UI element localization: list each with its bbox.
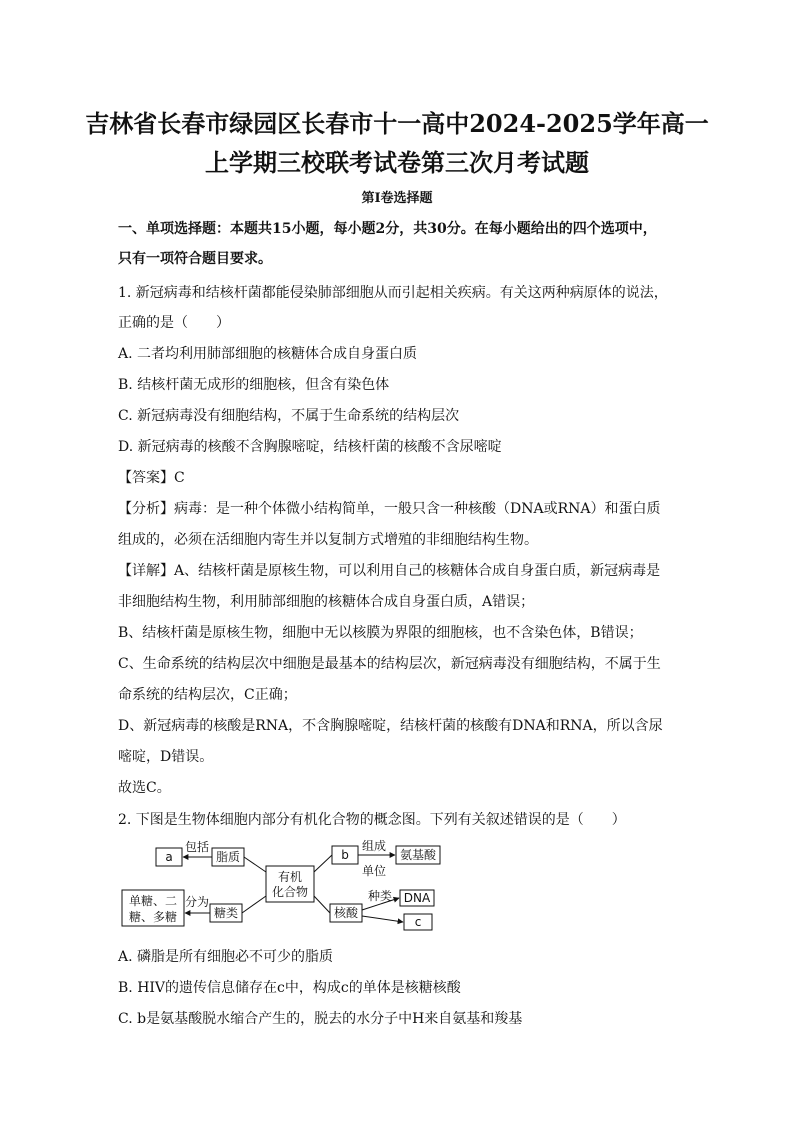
lipid-label: 脂质: [215, 850, 241, 864]
q1-detail-line-8: 故选C。: [118, 780, 171, 796]
center-label-line-1: 有机: [277, 870, 303, 884]
q1-option-c: C. 新冠病毒没有细胞结构，不属于生命系统的结构层次: [118, 408, 460, 424]
q2-option-c: C. b是氨基酸脱水缩合产生的，脱去的水分子中H来自氨基和羧基: [118, 1011, 523, 1027]
dna-label: DNA: [403, 891, 431, 905]
q2-option-a: A. 磷脂是所有细胞必不可少的脂质: [118, 949, 334, 965]
a-label: a: [165, 850, 173, 864]
amino-label: 氨基酸: [399, 848, 437, 862]
q1-analysis-line-1: 【分析】病毒：是一种个体微小结构简单，一般只含一种核酸（DNA或RNA）和蛋白质: [118, 501, 661, 517]
q1-detail-line-3: B、结核杆菌是原核生物，细胞中无以核膜为界限的细胞核，也不含染色体，B错误；: [118, 625, 643, 641]
q2-stem: 2. 下图是生物体细胞内部分有机化合物的概念图。下列有关叙述错误的是（ ）: [118, 812, 626, 828]
q1-detail-line-4: C、生命系统的结构层次中细胞是最基本的结构层次，新冠病毒没有细胞结构，不属于生: [118, 656, 661, 672]
document-title-line-2: 上学期三校联考试卷第三次月考试题: [205, 148, 589, 177]
c-label: c: [414, 915, 422, 929]
sugar-types-line-2: 糖、多糖: [128, 910, 178, 924]
instructions-line-1: 一、单项选择题：本题共15小题，每小题2分，共30分。在每小题给出的四个选项中，: [118, 221, 657, 237]
q1-detail-line-2: 非细胞结构生物，利用肺部细胞的核糖体合成自身蛋白质，A错误；: [118, 594, 535, 610]
q1-detail-line-6: D、新冠病毒的核酸是RNA，不含胸腺嘧啶，结核杆菌的核酸有DNA和RNA，所以含尿: [118, 718, 663, 734]
include-label: 包括: [184, 840, 210, 854]
q1-analysis-line-2: 组成的，必须在活细胞内寄生并以复制方式增殖的非细胞结构生物。: [118, 532, 538, 548]
compose-label-line-2: 单位: [361, 864, 387, 878]
sugar-label: 糖类: [213, 906, 239, 920]
b-label: b: [341, 848, 349, 862]
q1-stem-line-1: 1. 新冠病毒和结核杆菌都能侵染肺部细胞从而引起相关疾病。有关这两种病原体的说法，: [118, 285, 668, 301]
q2-option-b: B. HIV的遗传信息储存在c中，构成c的单体是核糖核酸: [118, 980, 461, 996]
center-label-line-2: 化合物: [271, 885, 309, 899]
kinds-label: 种类: [367, 889, 393, 903]
nucleic-label: 核酸: [333, 906, 359, 920]
document-title-line-1: 吉林省长春市绿园区长春市十一高中2024-2025学年高一: [85, 109, 709, 138]
divide-label: 分为: [184, 895, 210, 909]
q1-detail-line-5: 命系统的结构层次，C正确；: [118, 687, 297, 703]
section-title: 第I卷选择题: [361, 191, 433, 206]
line-center-sugar: [242, 896, 266, 913]
q1-detail-line-1: 【详解】A、结核杆菌是原核生物，可以利用自己的核糖体合成自身蛋白质，新冠病毒是: [118, 563, 661, 579]
line-center-nucleic: [314, 896, 330, 913]
q1-stem-line-2: 正确的是（ ）: [118, 315, 230, 331]
compose-label-line-1: 组成: [361, 839, 387, 853]
q1-option-b: B. 结核杆菌无成形的细胞核，但含有染色体: [118, 377, 390, 393]
instructions-line-2: 只有一项符合题目要求。: [118, 251, 272, 267]
line-center-lipid: [244, 857, 266, 872]
sugar-types-line-1: 单糖、二: [128, 894, 178, 908]
q1-option-d: D. 新冠病毒的核酸不含胸腺嘧啶，结核杆菌的核酸不含尿嘧啶: [118, 439, 502, 455]
q1-detail-line-7: 嘧啶，D错误。: [118, 749, 214, 765]
line-center-b: [314, 855, 332, 872]
concept-map-diagram: [118, 838, 458, 938]
arrow-nucleic-c: [362, 916, 403, 922]
q1-option-a: A. 二者均利用肺部细胞的核糖体合成自身蛋白质: [118, 346, 418, 362]
q1-answer: 【答案】C: [118, 470, 185, 486]
